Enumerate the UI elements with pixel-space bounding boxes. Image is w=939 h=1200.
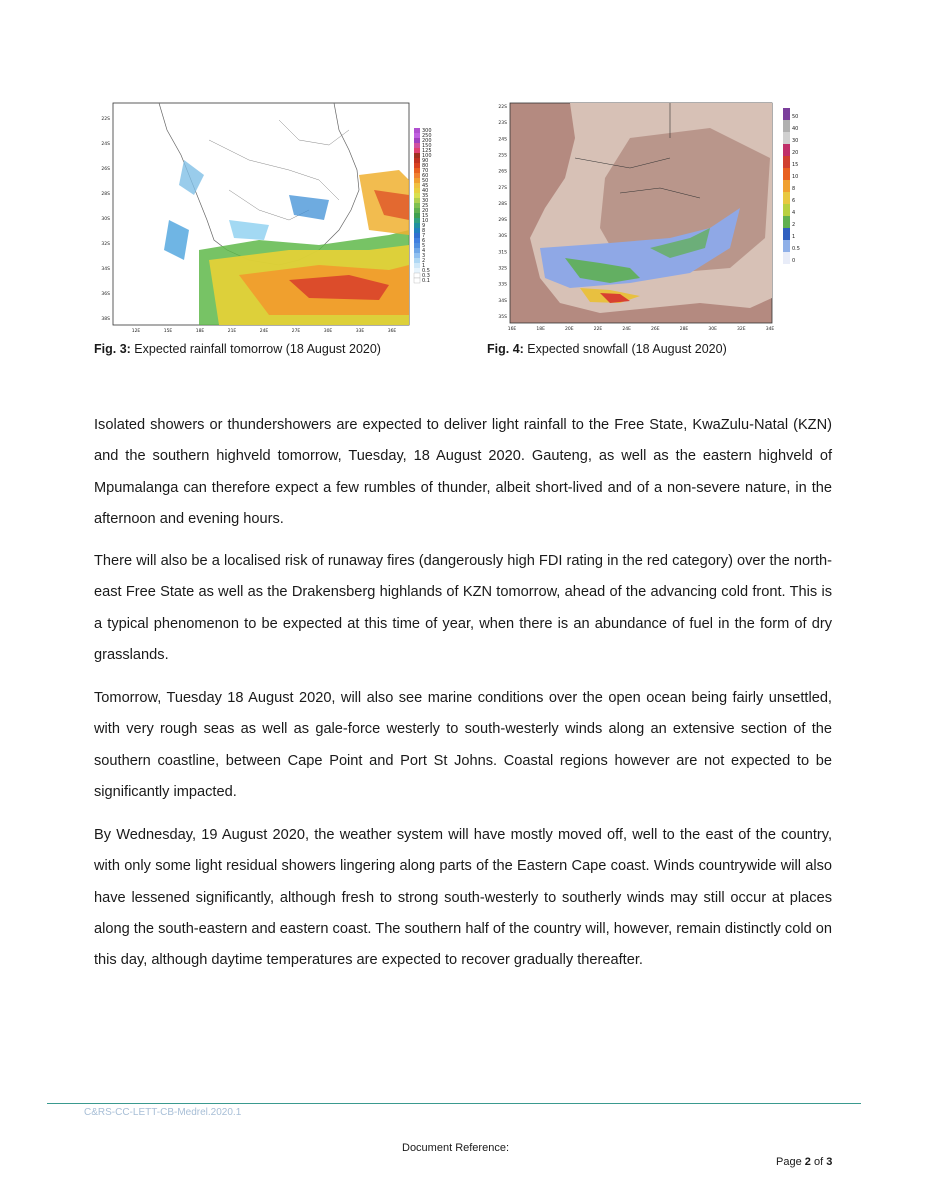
legend-label: 7 [422, 233, 426, 239]
legend-label: 0.5 [422, 268, 430, 274]
legend-label: 40 [792, 126, 799, 132]
legend-label: 30 [792, 138, 799, 144]
legend-label: 10 [422, 218, 429, 224]
legend-label: 2 [422, 258, 426, 264]
legend-label: 90 [422, 158, 429, 164]
lat-tick-label: 22S [498, 105, 507, 110]
footer-document-code: C&RS-CC-LETT-CB-Medrel.2020.1 [84, 1107, 242, 1118]
legend-label: 80 [422, 163, 429, 169]
lat-tick-label: 34S [498, 298, 507, 304]
lon-tick-label: 28E [679, 327, 689, 332]
paragraph-text: There will also be a localised risk of runaway fires (dangerously high FDI rating in the red category) over the north-east Free State as well as the Drakensberg highlands of KZN tomorrow, ahead of the advancing cold front. This is a typical phenomenon to be expected at this time of year, when there is an abundance of fuel in the form of dry grasslands. [94, 553, 832, 663]
paragraph-4 [94, 820, 832, 976]
lon-tick-label: 34E [765, 327, 775, 332]
legend-label: 6 [792, 198, 796, 204]
legend-label: 9 [422, 223, 426, 229]
legend-label: 8 [422, 228, 426, 234]
lat-tick-label: 27S [498, 185, 507, 191]
paragraph-3 [94, 683, 832, 808]
lat-tick-label: 36S [101, 292, 110, 297]
snowfall-legend [783, 108, 790, 264]
paragraph-text: Isolated showers or thundershowers are expected to deliver light rainfall to the Free State, KwaZulu-Natal (KZN) and the southern highveld tomorrow, Tuesday, 18 August 2020. Gauteng, as well as the eastern highveld of Mpumalanga can therefore expect a few rumbles of thunder, albeit short-lived and of a non-severe nature, in the afternoon and evening hours. [94, 417, 832, 527]
paragraph-text: By Wednesday, 19 August 2020, the weather system will have mostly moved off, well to the east of the country, with only some light residual showers lingering along parts of the Eastern Cape coast. Winds countrywide will also have lessened significantly, although fresh to strong south-westerly to southerly winds may still occur at places along the south-eastern and eastern coast. The southern half of the country will, however, remain distinctly cold on this day, although daytime temperatures are expected to recover gradually thereafter. [94, 827, 832, 969]
legend-label: 8 [792, 186, 796, 192]
legend-label: 6 [422, 238, 426, 244]
legend-label: 150 [422, 143, 432, 149]
paragraph-1 [94, 410, 832, 535]
figure-3-label: Fig. 3: [94, 342, 131, 356]
lon-tick-label: 16E [507, 327, 517, 332]
figure-4-caption-text: Expected snowfall (18 August 2020) [527, 342, 727, 356]
lon-tick-label: 18E [536, 327, 545, 332]
page-total: 3 [826, 1156, 833, 1168]
lat-tick-label: 24S [498, 137, 507, 143]
footer-document-reference: Document Reference: [402, 1142, 509, 1154]
lon-tick-label: 22E [593, 327, 603, 332]
lat-tick-label: 33S [498, 282, 507, 288]
lat-tick-label: 35S [498, 315, 507, 320]
legend-label: 4 [792, 210, 796, 216]
lat-tick-label: 38S [101, 317, 110, 322]
legend-label: 50 [422, 178, 429, 184]
legend-label: 70 [422, 168, 429, 174]
legend-label: 50 [792, 114, 799, 120]
legend-label: 10 [792, 174, 799, 180]
legend-label: 2 [792, 222, 796, 228]
lat-tick-label: 30S [101, 217, 110, 222]
legend-label: 0.3 [422, 273, 430, 279]
figure-3-caption [94, 342, 381, 356]
legend-label: 15 [422, 213, 429, 219]
lat-tick-label: 32S [498, 266, 507, 272]
legend-label: 40 [422, 188, 429, 194]
legend-label: 45 [422, 183, 429, 189]
page-current: 2 [804, 1156, 811, 1168]
lon-tick-label: 36E [387, 329, 397, 334]
lat-tick-label: 24S [101, 142, 110, 147]
lat-tick-label: 32S [101, 242, 110, 247]
legend-label: 25 [422, 203, 429, 209]
legend-label: 60 [422, 173, 429, 179]
figure-4-caption [487, 342, 727, 356]
figure-rainfall [89, 100, 434, 335]
legend-label: 30 [422, 198, 429, 204]
snowfall-map-image [470, 98, 812, 336]
legend-label: 200 [422, 138, 432, 144]
lat-tick-label: 29S [498, 218, 507, 224]
lat-tick-label: 26S [101, 167, 110, 172]
legend-label: 1 [422, 263, 426, 269]
lon-tick-label: 18E [195, 329, 205, 334]
lon-tick-label: 15E [163, 329, 173, 334]
rainfall-legend [414, 128, 420, 283]
legend-label: 15 [792, 162, 799, 168]
legend-label: 20 [422, 208, 429, 214]
lon-tick-label: 12E [131, 329, 141, 334]
lat-tick-label: 30S [498, 234, 507, 240]
lon-tick-label: 26E [651, 327, 660, 332]
lon-tick-label: 30E [708, 327, 717, 332]
legend-label: 0.5 [792, 246, 800, 252]
legend-label: 3 [422, 253, 426, 259]
legend-label: 5 [422, 243, 426, 249]
legend-label: 1 [792, 234, 796, 240]
legend-label: 125 [422, 148, 432, 154]
footer-divider [47, 1103, 861, 1104]
legend-label: 35 [422, 193, 429, 199]
lon-tick-label: 24E [259, 329, 269, 334]
legend-label: 20 [792, 150, 799, 156]
lat-tick-label: 22S [101, 117, 110, 122]
lon-tick-label: 27E [291, 329, 301, 334]
rainfall-map-image [89, 100, 434, 335]
lon-tick-label: 30E [323, 329, 333, 334]
figure-3-caption-text: Expected rainfall tomorrow (18 August 2020) [134, 342, 381, 356]
lon-tick-label: 20E [565, 327, 574, 332]
paragraph-text: Tomorrow, Tuesday 18 August 2020, will also see marine conditions over the open ocean being fairly unsettled, with very rough seas as well as gale-force westerly to south-westerly winds along an extensive section of the southern coastline, between Cape Point and Port St Johns. Coastal regions however are not expected to be significantly impacted. [94, 690, 832, 800]
paragraph-2 [94, 546, 832, 671]
legend-label: 0.1 [422, 278, 430, 284]
legend-label: 250 [422, 133, 432, 139]
page-of: of [813, 1156, 824, 1168]
lat-tick-label: 28S [101, 192, 110, 197]
figure-snowfall [470, 98, 812, 336]
lat-tick-label: 23S [498, 121, 507, 127]
lat-tick-label: 26S [498, 169, 507, 175]
lat-tick-label: 34S [101, 267, 110, 272]
lon-tick-label: 21E [227, 329, 237, 334]
lat-tick-label: 25S [498, 153, 507, 159]
footer-page-number [776, 1156, 832, 1168]
lon-tick-label: 24E [622, 327, 631, 332]
legend-label: 100 [422, 153, 432, 159]
lat-tick-label: 31S [498, 250, 507, 256]
lat-tick-label: 28S [498, 201, 507, 207]
legend-label: 0 [792, 258, 796, 264]
legend-label: 300 [422, 128, 432, 134]
page-prefix: Page [776, 1156, 802, 1168]
figure-4-label: Fig. 4: [487, 342, 524, 356]
lon-tick-label: 32E [737, 327, 746, 332]
lon-tick-label: 33E [355, 329, 365, 334]
legend-label: 4 [422, 248, 426, 254]
